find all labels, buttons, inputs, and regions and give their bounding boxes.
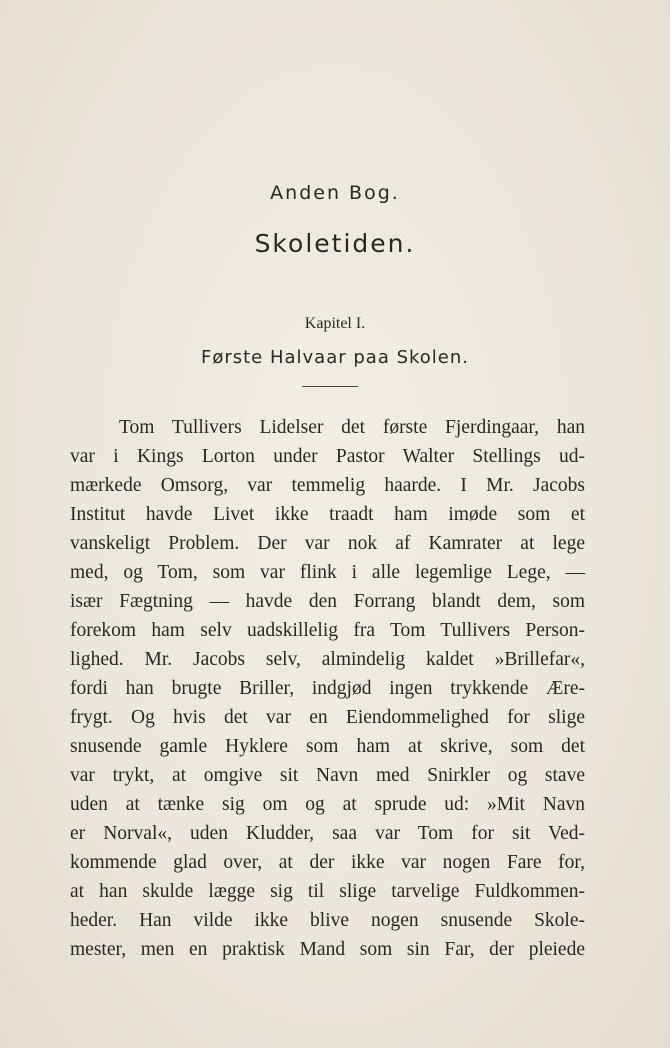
- text-line: kommende glad over, at der ikke var nogen Fare for,: [70, 852, 585, 873]
- text-line: fordi han brugte Briller, indgjød ingen trykkende Ære-: [70, 678, 585, 699]
- text-line: mester, men en praktisk Mand som sin Far, der pleiede: [70, 939, 585, 960]
- text-line: var trykt, at omgive sit Navn med Snirkler og stave: [70, 765, 585, 786]
- text-line: at han skulde lægge sig til slige tarvelige Fuldkommen-: [70, 881, 585, 902]
- text-line: vanskeligt Problem. Der var nok af Kamrater at lege: [70, 533, 585, 554]
- chapter-title: Første Halvaar paa Skolen.: [200, 347, 470, 368]
- book-heading: Anden Bog.: [270, 182, 400, 204]
- text-line: heder. Han vilde ikke blive nogen snusende Skole-: [70, 910, 585, 931]
- text-line: snusende gamle Hyklere som ham at skrive, som det: [70, 736, 585, 757]
- part-title: Skoletiden.: [254, 229, 416, 258]
- text-line: frygt. Og hvis det var en Eiendommelighed for slige: [70, 707, 585, 728]
- text-line: lighed. Mr. Jacobs selv, almindelig kaldet »Brillefar«,: [70, 649, 585, 670]
- text-line: forekom ham selv uadskillelig fra Tom Tullivers Person-: [70, 620, 585, 641]
- section-separator: [302, 386, 358, 387]
- body-text: [70, 413, 585, 964]
- text-line: især Fægtning — havde den Forrang blandt dem, som: [70, 591, 585, 612]
- text-line: Tom Tullivers Lidelser det første Fjerdingaar, han: [119, 417, 585, 438]
- chapter-number: Kapitel I.: [304, 315, 366, 332]
- text-line: er Norval«, uden Kludder, saa var Tom for sit Ved-: [70, 823, 585, 844]
- text-line: var i Kings Lorton under Pastor Walter Stellings ud-: [70, 446, 585, 467]
- text-line: mærkede Omsorg, var temmelig haarde. I Mr. Jacobs: [70, 475, 585, 496]
- text-line: Institut havde Livet ikke traadt ham imøde som et: [70, 504, 585, 525]
- text-line: med, og Tom, som var flink i alle legemlige Lege, —: [70, 562, 585, 583]
- text-line: uden at tænke sig om og at sprude ud: »Mit Navn: [70, 794, 585, 815]
